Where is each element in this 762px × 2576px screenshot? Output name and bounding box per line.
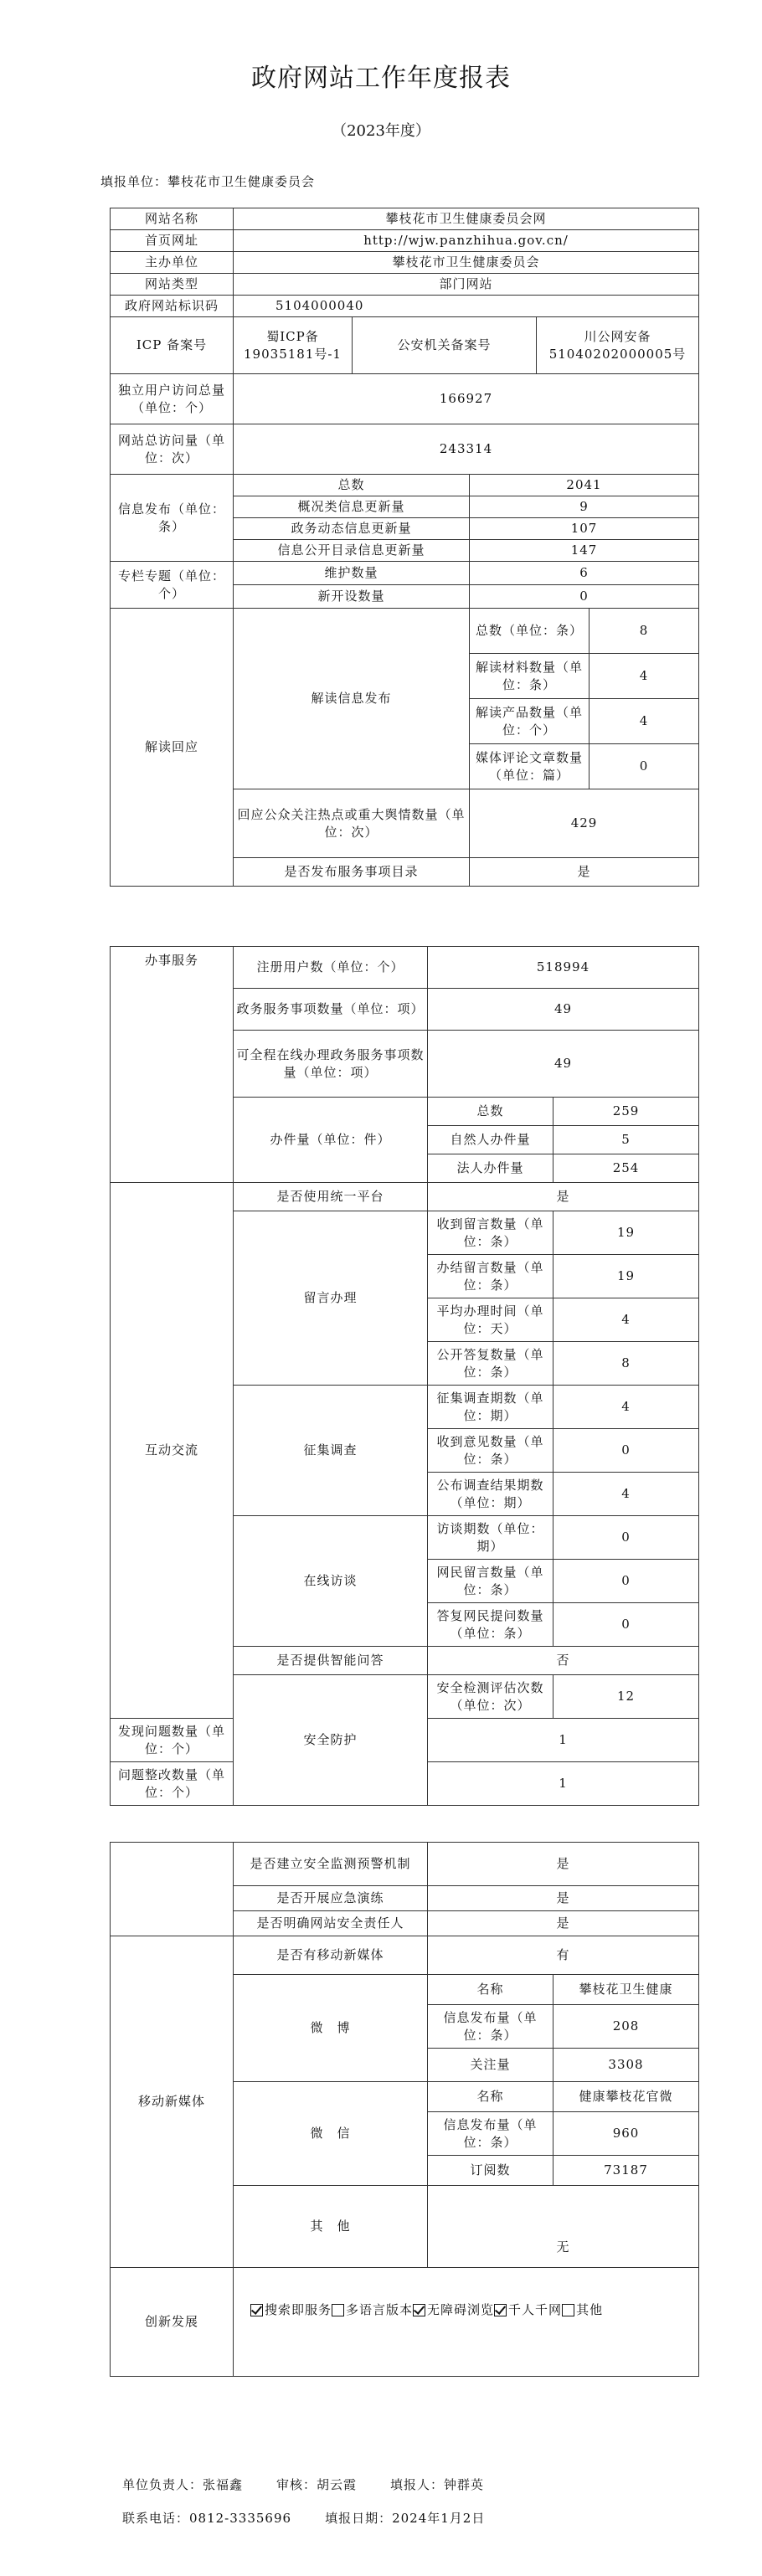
site-name-value: 攀枝花市卫生健康委员会网 <box>234 208 699 230</box>
info-overview-value: 9 <box>470 496 699 518</box>
interact-label: 互动交流 <box>111 1183 234 1719</box>
service-items-label: 政务服务事项数量（单位：项） <box>234 989 428 1031</box>
survey-opinions-value: 0 <box>553 1429 699 1473</box>
site-type-value: 部门网站 <box>234 274 699 296</box>
innovation-checkbox-list <box>250 2301 603 2318</box>
interpret-product-value: 4 <box>590 699 699 744</box>
service-volume-label: 办件量（单位：件） <box>234 1098 428 1183</box>
info-overview-label: 概况类信息更新量 <box>234 496 470 518</box>
volume-legal-label: 法人办件量 <box>428 1154 553 1183</box>
other-label: 其 他 <box>234 2186 428 2268</box>
special-new-label: 新开设数量 <box>234 585 470 609</box>
wechat-label: 微 信 <box>234 2082 428 2186</box>
mobile-has-label: 是否有移动新媒体 <box>234 1936 428 1975</box>
interpret-media-value: 0 <box>590 744 699 789</box>
filling-unit: 填报单位：攀枝花市卫生健康委员会 <box>100 174 316 189</box>
service-online-label: 可全程在线办理政务服务事项数量（单位：项） <box>234 1031 428 1098</box>
msg-recv-value: 19 <box>553 1211 699 1255</box>
volume-person-value: 5 <box>553 1126 699 1154</box>
special-maintain-value: 6 <box>470 562 699 585</box>
weibo-posts-value: 208 <box>553 2005 699 2049</box>
msg-time-value: 4 <box>553 1298 699 1342</box>
service-users-value: 518994 <box>428 947 699 989</box>
report-table-service <box>110 946 699 1806</box>
innovation-checkbox-3[interactable] <box>494 2304 507 2316</box>
unified-label: 是否使用统一平台 <box>234 1183 428 1211</box>
wechat-posts-value: 960 <box>553 2112 699 2156</box>
security-fixed-value: 1 <box>428 1762 699 1806</box>
smart-label: 是否提供智能问答 <box>234 1647 428 1675</box>
volume-legal-value: 254 <box>553 1154 699 1183</box>
reviewer: 审核：胡云霞 <box>276 2477 358 2492</box>
interpret-media-label: 媒体评论文章数量（单位：篇） <box>470 744 590 789</box>
msg-done-value: 19 <box>553 1255 699 1298</box>
special-maintain-label: 维护数量 <box>234 562 470 585</box>
interpret-total-label: 总数（单位：条） <box>470 609 590 654</box>
warning-value: 是 <box>428 1843 699 1886</box>
icp-value: 蜀ICP备19035181号-1 <box>234 317 353 374</box>
msg-label: 留言办理 <box>234 1211 428 1386</box>
report-table-basic <box>110 208 699 887</box>
survey-results-label: 公布调查结果期数（单位：期） <box>428 1473 553 1516</box>
info-news-label: 政务动态信息更新量 <box>234 518 470 540</box>
weibo-posts-label: 信息发布量（单位：条） <box>428 2005 553 2049</box>
security-found-label: 发现问题数量（单位：个） <box>111 1719 234 1762</box>
wechat-sub-value: 73187 <box>553 2156 699 2186</box>
security-checks-value: 12 <box>553 1675 699 1719</box>
security-found-value: 1 <box>428 1719 699 1762</box>
wechat-name-value: 健康攀枝花官微 <box>553 2082 699 2112</box>
phone: 联系电话：0812-3335696 <box>122 2511 292 2526</box>
weibo-follow-value: 3308 <box>553 2049 699 2082</box>
msg-time-label: 平均办理时间（单位：天） <box>428 1298 553 1342</box>
drill-label: 是否开展应急演练 <box>234 1886 428 1911</box>
talk-answers-value: 0 <box>553 1603 699 1647</box>
wechat-posts-label: 信息发布量（单位：条） <box>428 2112 553 2156</box>
info-news-value: 107 <box>470 518 699 540</box>
drill-value: 是 <box>428 1886 699 1911</box>
survey-issues-value: 4 <box>553 1386 699 1429</box>
interpret-label: 解读回应 <box>111 609 234 887</box>
owner-label: 是否明确网站安全责任人 <box>234 1911 428 1936</box>
survey-issues-label: 征集调查期数（单位：期） <box>428 1386 553 1429</box>
service-online-value: 49 <box>428 1031 699 1098</box>
interpret-total-value: 8 <box>590 609 699 654</box>
wechat-name-label: 名称 <box>428 2082 553 2112</box>
info-label: 信息发布（单位：条） <box>111 475 234 562</box>
sponsor-value: 攀枝花市卫生健康委员会 <box>234 252 699 274</box>
home-url-value: http://wjw.panzhihua.gov.cn/ <box>234 230 699 252</box>
innovation-option-label-2: 无障碍浏览 <box>427 2302 495 2317</box>
uv-label: 独立用户访问总量（单位：个） <box>111 374 234 424</box>
innovation-checkbox-2[interactable] <box>413 2304 425 2316</box>
innovation-checkbox-0[interactable] <box>250 2304 263 2316</box>
weibo-follow-label: 关注量 <box>428 2049 553 2082</box>
innovation-checkbox-1[interactable] <box>332 2304 344 2316</box>
innovation-option-label-1: 多语言版本 <box>346 2302 414 2317</box>
other-value: 无 <box>428 2186 699 2268</box>
report-year: （2023年度） <box>332 122 430 140</box>
service-items-value: 49 <box>428 989 699 1031</box>
volume-total-label: 总数 <box>428 1098 553 1126</box>
info-open-label: 信息公开目录信息更新量 <box>234 540 470 562</box>
innovation-label: 创新发展 <box>111 2268 234 2377</box>
interpret-hot-value: 429 <box>470 789 699 858</box>
page-title: 政府网站工作年度报表 <box>251 64 511 93</box>
security-label: 安全防护 <box>234 1675 428 1806</box>
service-users-label: 注册用户数（单位：个） <box>234 947 428 989</box>
fill-date: 填报日期：2024年1月2日 <box>325 2511 486 2526</box>
innovation-options <box>234 2268 699 2377</box>
reporter: 填报人：钟群英 <box>390 2477 485 2492</box>
interpret-material-label: 解读材料数量（单位：条） <box>470 654 590 699</box>
msg-done-label: 办结留言数量（单位：条） <box>428 1255 553 1298</box>
police-value: 川公网安备51040202000005号 <box>537 317 699 374</box>
talk-msgs-label: 网民留言数量（单位：条） <box>428 1560 553 1603</box>
catalog-label: 是否发布服务事项目录 <box>234 858 470 887</box>
security-cont-cell <box>111 1843 234 1936</box>
site-name-label: 网站名称 <box>111 208 234 230</box>
catalog-value: 是 <box>470 858 699 887</box>
footer-line-2 <box>122 2509 518 2527</box>
special-new-value: 0 <box>470 585 699 609</box>
security-checks-label: 安全检测评估次数（单位：次） <box>428 1675 553 1719</box>
footer-line-1 <box>122 2476 517 2493</box>
interpret-material-value: 4 <box>590 654 699 699</box>
interpret-hot-label: 回应公众关注热点或重大舆情数量（单位：次） <box>234 789 470 858</box>
service-label: 办事服务 <box>111 947 234 1183</box>
smart-value: 否 <box>428 1647 699 1675</box>
warning-label: 是否建立安全监测预警机制 <box>234 1843 428 1886</box>
uv-value: 166927 <box>234 374 699 424</box>
innovation-option-label-4: 其他 <box>576 2302 604 2317</box>
info-open-value: 147 <box>470 540 699 562</box>
volume-total-value: 259 <box>553 1098 699 1126</box>
volume-person-label: 自然人办件量 <box>428 1126 553 1154</box>
innovation-checkbox-4[interactable] <box>562 2304 574 2316</box>
survey-opinions-label: 收到意见数量（单位：条） <box>428 1429 553 1473</box>
pv-label: 网站总访问量（单位：次） <box>111 424 234 475</box>
talk-answers-label: 答复网民提问数量（单位：条） <box>428 1603 553 1647</box>
security-fixed-label: 问题整改数量（单位：个） <box>111 1762 234 1806</box>
sponsor-label: 主办单位 <box>111 252 234 274</box>
info-total-label: 总数 <box>234 475 470 496</box>
gov-id-label: 政府网站标识码 <box>111 296 234 317</box>
icp-label: ICP 备案号 <box>111 317 234 374</box>
owner-value: 是 <box>428 1911 699 1936</box>
special-label: 专栏专题（单位：个） <box>111 562 234 609</box>
mobile-has-value: 有 <box>428 1936 699 1975</box>
msg-reply-label: 公开答复数量（单位：条） <box>428 1342 553 1386</box>
pv-value: 243314 <box>234 424 699 475</box>
talk-label: 在线访谈 <box>234 1516 428 1647</box>
police-label: 公安机关备案号 <box>353 317 537 374</box>
weibo-name-value: 攀枝花卫生健康 <box>553 1975 699 2005</box>
leader: 单位负责人：张福鑫 <box>122 2477 244 2492</box>
survey-results-value: 4 <box>553 1473 699 1516</box>
msg-recv-label: 收到留言数量（单位：条） <box>428 1211 553 1255</box>
weibo-name-label: 名称 <box>428 1975 553 2005</box>
interpret-publish-label: 解读信息发布 <box>234 609 470 789</box>
wechat-sub-label: 订阅数 <box>428 2156 553 2186</box>
innovation-option-label-3: 千人千网 <box>508 2302 563 2317</box>
survey-label: 征集调查 <box>234 1386 428 1516</box>
innovation-option-label-0: 搜索即服务 <box>265 2302 332 2317</box>
home-url-label: 首页网址 <box>111 230 234 252</box>
site-type-label: 网站类型 <box>111 274 234 296</box>
info-total-value: 2041 <box>470 475 699 496</box>
interpret-product-label: 解读产品数量（单位：个） <box>470 699 590 744</box>
unified-value: 是 <box>428 1183 699 1211</box>
mobile-label: 移动新媒体 <box>111 1936 234 2268</box>
gov-id-value: 5104000040 <box>234 296 699 317</box>
talk-msgs-value: 0 <box>553 1560 699 1603</box>
talk-issues-value: 0 <box>553 1516 699 1560</box>
weibo-label: 微 博 <box>234 1975 428 2082</box>
report-table-mobile <box>110 1842 699 2377</box>
msg-reply-value: 8 <box>553 1342 699 1386</box>
talk-issues-label: 访谈期数（单位：期） <box>428 1516 553 1560</box>
